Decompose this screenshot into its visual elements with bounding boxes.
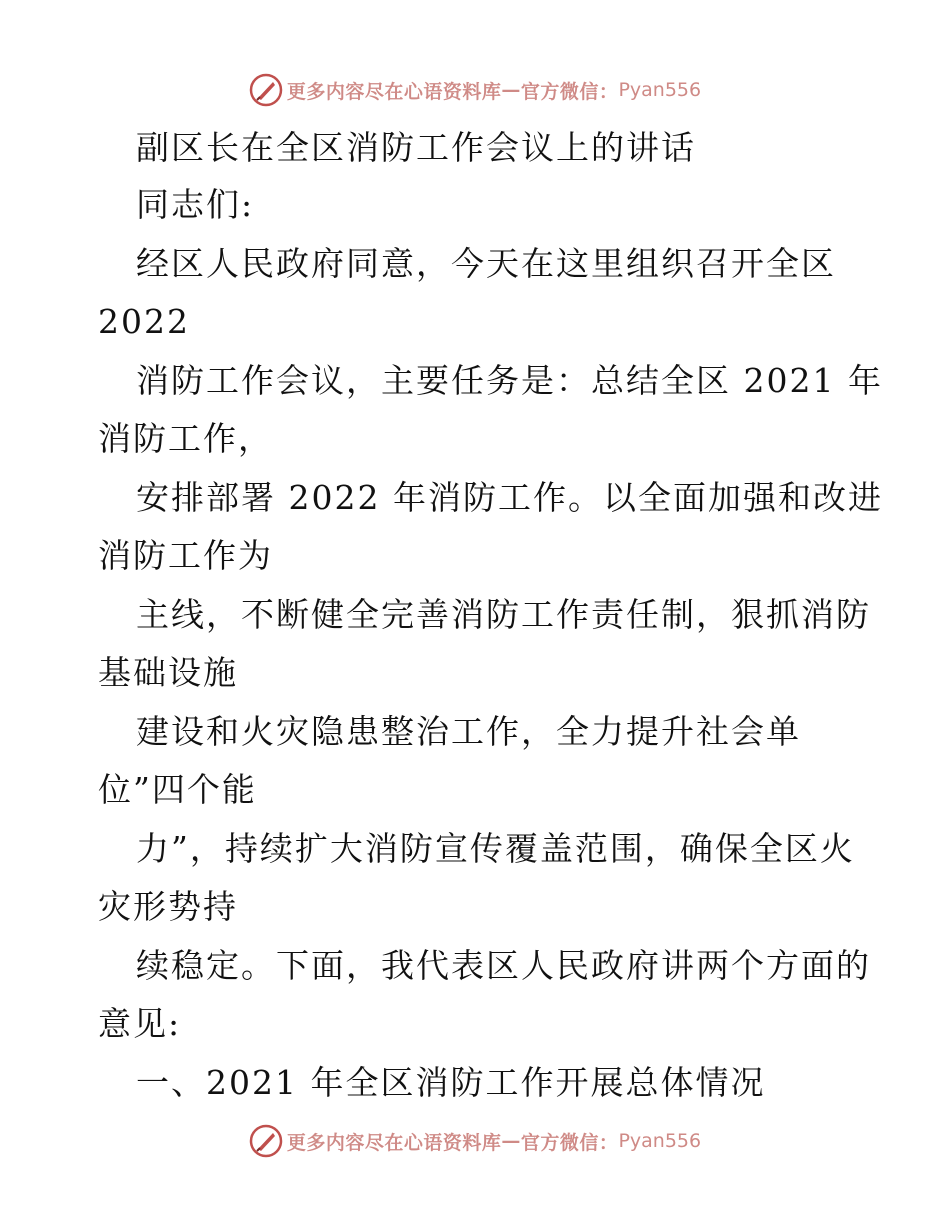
watermark-separator: — (501, 1130, 521, 1152)
watermark-account-id: Pyan556 (618, 1130, 702, 1152)
watermark-account-label: 官方微信： (520, 1131, 619, 1154)
text-line: 安排部署 2022 年消防工作。以全面加强和改进 (136, 478, 883, 517)
watermark-account-label: 官方微信： (520, 80, 619, 103)
text-line: 位”四个能 (98, 770, 257, 809)
text-line: 同志们: (136, 185, 255, 224)
footer-watermark (0, 1121, 950, 1161)
watermark-text: 更多内容尽在心语资料库 (286, 1131, 502, 1154)
text-line: 基础设施 (98, 653, 238, 692)
section-heading: 一、2021 年全区消防工作开展总体情况 (136, 1063, 766, 1102)
text-line: 经区人民政府同意，今天在这里组织召开全区 (136, 244, 836, 283)
text-line: 消防工作会议，主要任务是：总结全区 2021 年 (136, 361, 883, 400)
text-line: 建设和火灾隐患整治工作，全力提升社会单 (136, 712, 801, 751)
text-line: 主线，不断健全完善消防工作责任制，狠抓消防 (136, 595, 871, 634)
text-line: 消防工作， (98, 419, 273, 458)
watermark-text: 更多内容尽在心语资料库 (286, 80, 502, 103)
text-line: 续稳定。下面，我代表区人民政府讲两个方面的 (136, 946, 871, 985)
text-line: 2022 (98, 302, 190, 341)
text-line: 灾形势持 (98, 887, 238, 926)
quill-logo-icon (249, 1124, 283, 1158)
document-title: 副区长在全区消防工作会议上的讲话 (136, 128, 696, 167)
text-line: 意见: (98, 1004, 182, 1043)
text-line: 力”，持续扩大消防宣传覆盖范围，确保全区火 (136, 829, 855, 868)
text-line: 消防工作为 (98, 536, 273, 575)
watermark-account-id: Pyan556 (618, 79, 702, 101)
watermark-separator: — (501, 79, 521, 101)
